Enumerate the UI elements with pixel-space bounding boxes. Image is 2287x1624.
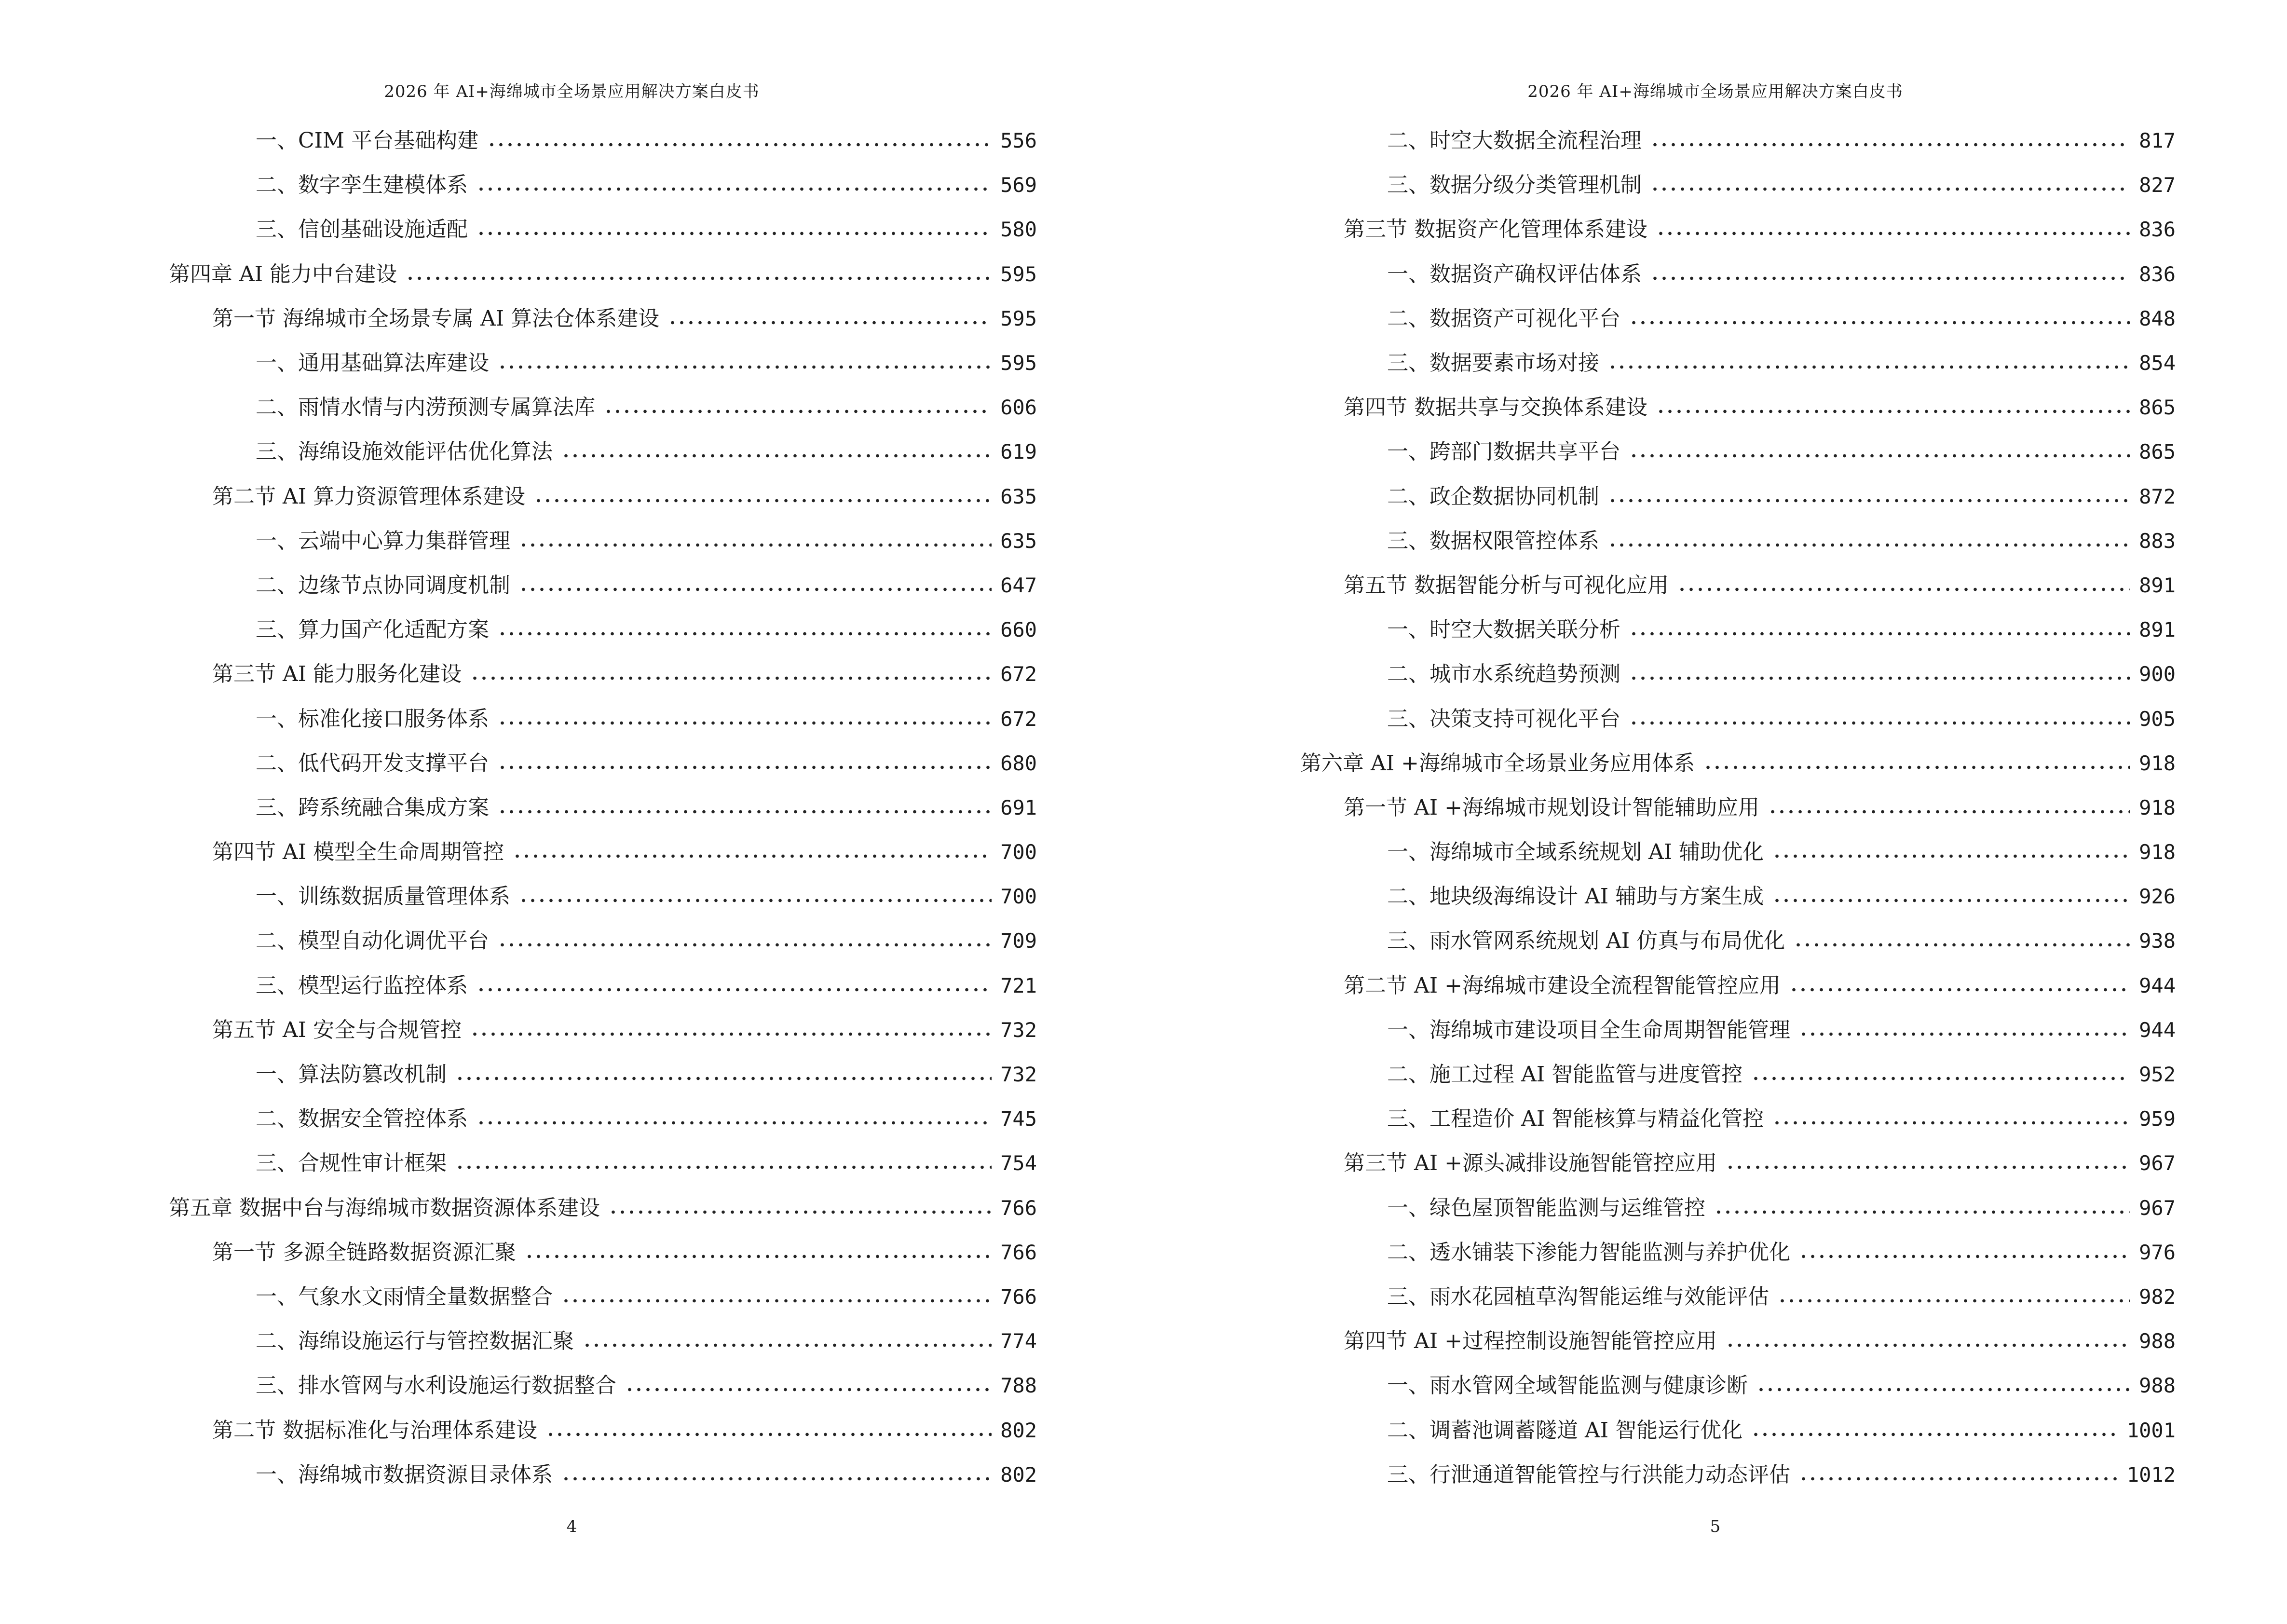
- dot-leader: [513, 854, 992, 859]
- toc-entry-title: 一、气象水文雨情全量数据整合: [256, 1284, 553, 1309]
- toc-entry-page-number: 988: [2139, 1374, 2176, 1398]
- toc-entry-page-number: 865: [2139, 396, 2176, 420]
- toc-entry-title: 一、海绵城市数据资源目录体系: [256, 1462, 553, 1487]
- toc-entry-subsection[interactable]: [169, 163, 1037, 207]
- toc-entry-page-number: 721: [1000, 973, 1037, 997]
- toc-entry-page-number: 788: [1000, 1374, 1037, 1398]
- dot-leader: [1650, 142, 2130, 147]
- toc-entry-subsection[interactable]: [1300, 608, 2176, 652]
- toc-entry-subsection[interactable]: [169, 1097, 1037, 1141]
- toc-entry-title: 三、工程造价 AI 智能核算与精益化管控: [1387, 1106, 1764, 1132]
- toc-entry-title: 一、绿色屋顶智能监测与运维管控: [1387, 1195, 1705, 1220]
- toc-entry-title: 三、信创基础设施适配: [256, 217, 468, 242]
- toc-entry-page-number: 891: [2139, 573, 2176, 597]
- toc-entry-page-number: 952: [2139, 1063, 2176, 1087]
- dot-leader: [625, 1387, 992, 1392]
- toc-entry-page-number: 732: [1000, 1018, 1037, 1042]
- toc-entry-title: 二、雨情水情与内涝预测专属算法库: [256, 395, 595, 420]
- toc-entry-section[interactable]: [169, 1408, 1037, 1452]
- toc-entry-subsection[interactable]: [1300, 830, 2176, 874]
- toc-entry-subsection[interactable]: [1300, 430, 2176, 474]
- dot-leader: [1756, 1387, 2130, 1392]
- toc-entry-subsection[interactable]: [1300, 119, 2176, 163]
- toc-entry-page-number: 854: [2139, 351, 2176, 375]
- toc-entry-subsection[interactable]: [169, 430, 1037, 474]
- toc-entry-page-number: 709: [1000, 929, 1037, 953]
- toc-entry-title: 第五节 AI 安全与合规管控: [212, 1017, 462, 1042]
- toc-entry-subsection[interactable]: [1300, 1052, 2176, 1097]
- dot-leader: [1703, 765, 2130, 770]
- toc-entry-section[interactable]: [169, 1230, 1037, 1275]
- toc-entry-title: 第三节 AI +源头减排设施智能管控应用: [1344, 1151, 1717, 1176]
- toc-entry-subsection[interactable]: [1300, 252, 2176, 297]
- toc-entry-title: 第三节 AI 能力服务化建设: [212, 662, 462, 687]
- toc-entry-chapter[interactable]: [169, 1186, 1037, 1230]
- toc-entry-page-number: 959: [2139, 1107, 2176, 1131]
- toc-entry-page-number: 918: [2139, 840, 2176, 864]
- toc-entry-page-number: 918: [2139, 751, 2176, 775]
- dot-leader: [1629, 453, 2130, 458]
- dot-leader: [498, 631, 992, 636]
- dot-leader: [519, 587, 992, 592]
- toc-entry-section[interactable]: [1300, 1141, 2176, 1186]
- toc-entry-subsection[interactable]: [1300, 1275, 2176, 1319]
- toc-entry-title: 三、合规性审计框架: [256, 1151, 447, 1176]
- toc-entry-page-number: 766: [1000, 1240, 1037, 1264]
- toc-entry-title: 二、调蓄池调蓄隧道 AI 智能运行优化: [1387, 1418, 1743, 1443]
- dot-leader: [519, 543, 992, 547]
- toc-entry-title: 第二节 AI 算力资源管理体系建设: [212, 484, 526, 509]
- toc-entry-title: 第四章 AI 能力中台建设: [169, 261, 397, 287]
- toc-entry-title: 第三节 数据资产化管理体系建设: [1344, 217, 1647, 242]
- dot-leader: [1772, 898, 2130, 903]
- toc-entry-page-number: 865: [2139, 440, 2176, 464]
- dot-leader: [1629, 631, 2130, 636]
- toc-entry-section[interactable]: [1300, 786, 2176, 830]
- toc-entry-page-number: 732: [1000, 1063, 1037, 1087]
- toc-entry-page-number: 680: [1000, 751, 1037, 775]
- toc-entry-subsection[interactable]: [1300, 1097, 2176, 1141]
- toc-entry-subsection[interactable]: [169, 1275, 1037, 1319]
- toc-entry-section[interactable]: [169, 830, 1037, 874]
- toc-entry-section[interactable]: [169, 297, 1037, 341]
- toc-entry-subsection[interactable]: [169, 696, 1037, 741]
- dot-leader: [498, 765, 992, 770]
- dot-leader: [1629, 721, 2130, 725]
- dot-leader: [1629, 320, 2130, 325]
- toc-entry-page-number: 938: [2139, 929, 2176, 953]
- toc-entry-page-number: 635: [1000, 484, 1037, 508]
- toc-entry-subsection[interactable]: [1300, 1230, 2176, 1275]
- toc-entry-subsection[interactable]: [169, 786, 1037, 830]
- dot-leader: [1629, 676, 2130, 681]
- dot-leader: [1794, 942, 2130, 947]
- toc-entry-subsection[interactable]: [1300, 874, 2176, 919]
- toc-entry-section[interactable]: [1300, 1319, 2176, 1364]
- toc-entry-title: 一、跨部门数据共享平台: [1387, 439, 1620, 464]
- toc-entry-page-number: 1001: [2126, 1418, 2176, 1442]
- toc-entry-page-number: 595: [1000, 351, 1037, 375]
- toc-entry-page-number: 700: [1000, 840, 1037, 864]
- toc-entry-title: 三、数据分级分类管理机制: [1387, 173, 1642, 198]
- toc-entry-page-number: 745: [1000, 1107, 1037, 1131]
- toc-entry-title: 第二节 AI +海绵城市建设全流程智能管控应用: [1344, 973, 1781, 998]
- toc-entry-page-number: 635: [1000, 529, 1037, 553]
- toc-entry-page-number: 817: [2139, 129, 2176, 153]
- dot-leader: [1650, 187, 2130, 191]
- toc-entry-page-number: 982: [2139, 1284, 2176, 1309]
- toc-entry-page-number: 754: [1000, 1151, 1037, 1175]
- toc-entry-title: 一、雨水管网全域智能监测与健康诊断: [1387, 1373, 1748, 1398]
- toc-entry-title: 一、训练数据质量管理体系: [256, 884, 510, 909]
- table-of-contents: [1300, 119, 2176, 1497]
- toc-entry-title: 二、城市水系统趋势预测: [1387, 662, 1620, 687]
- toc-entry-page-number: 944: [2139, 973, 2176, 997]
- toc-entry-title: 三、跨系统融合集成方案: [256, 795, 489, 820]
- dot-leader: [476, 231, 992, 236]
- dot-leader: [1726, 1343, 2130, 1348]
- toc-entry-page-number: 595: [1000, 262, 1037, 286]
- running-header: 2026 年 AI+海绵城市全场景应用解决方案白皮书: [384, 82, 760, 101]
- toc-entry-subsection[interactable]: [169, 608, 1037, 652]
- toc-entry-title: 三、数据权限管控体系: [1387, 528, 1599, 553]
- dot-leader: [1608, 543, 2130, 547]
- toc-entry-title: 三、数据要素市场对接: [1387, 351, 1599, 376]
- dot-leader: [1778, 1298, 2130, 1303]
- toc-entry-section[interactable]: [169, 475, 1037, 519]
- dot-leader: [476, 987, 992, 992]
- toc-entry-page-number: 595: [1000, 306, 1037, 330]
- toc-entry-page-number: 802: [1000, 1418, 1037, 1442]
- toc-entry-subsection[interactable]: [1300, 652, 2176, 696]
- toc-entry-subsection[interactable]: [169, 207, 1037, 252]
- dot-leader: [470, 676, 992, 681]
- toc-entry-page-number: 988: [2139, 1329, 2176, 1353]
- toc-entry-page-number: 883: [2139, 529, 2176, 553]
- toc-entry-title: 三、模型运行监控体系: [256, 973, 468, 998]
- toc-entry-subsection[interactable]: [1300, 1408, 2176, 1452]
- toc-entry-subsection[interactable]: [1300, 475, 2176, 519]
- toc-entry-title: 二、边缘节点协同调度机制: [256, 573, 510, 598]
- dot-leader: [406, 276, 992, 281]
- toc-entry-title: 一、CIM 平台基础构建: [256, 128, 479, 153]
- toc-entry-subsection[interactable]: [1300, 163, 2176, 207]
- dot-leader: [534, 498, 992, 503]
- toc-entry-chapter[interactable]: [169, 252, 1037, 297]
- toc-entry-page-number: 967: [2139, 1196, 2176, 1220]
- toc-entry-title: 三、雨水花园植草沟智能运维与效能评估: [1387, 1284, 1769, 1309]
- toc-entry-subsection[interactable]: [169, 119, 1037, 163]
- toc-entry-page-number: 967: [2139, 1151, 2176, 1175]
- toc-entry-subsection[interactable]: [1300, 1008, 2176, 1052]
- toc-entry-subsection[interactable]: [1300, 297, 2176, 341]
- toc-entry-subsection[interactable]: [169, 1052, 1037, 1097]
- toc-entry-subsection[interactable]: [169, 341, 1037, 385]
- toc-entry-title: 二、数字孪生建模体系: [256, 173, 468, 198]
- toc-entry-page-number: 580: [1000, 218, 1037, 242]
- dot-leader: [668, 320, 992, 325]
- dot-leader: [1714, 1210, 2130, 1215]
- toc-page-right: [1144, 0, 2287, 1624]
- toc-entry-title: 第一节 多源全链路数据资源汇聚: [212, 1240, 516, 1265]
- toc-entry-title: 第四节 数据共享与交换体系建设: [1344, 395, 1647, 420]
- toc-entry-page-number: 836: [2139, 218, 2176, 242]
- toc-entry-page-number: 774: [1000, 1329, 1037, 1353]
- toc-entry-title: 二、数据资产可视化平台: [1387, 306, 1620, 331]
- toc-entry-subsection[interactable]: [169, 385, 1037, 430]
- toc-entry-title: 第四节 AI +过程控制设施智能管控应用: [1344, 1329, 1717, 1354]
- toc-entry-subsection[interactable]: [1300, 1364, 2176, 1408]
- toc-entry-subsection[interactable]: [169, 741, 1037, 786]
- toc-entry-title: 一、海绵城市全域系统规划 AI 辅助优化: [1387, 840, 1764, 865]
- dot-leader: [1656, 231, 2130, 236]
- toc-entry-title: 一、算法防篡改机制: [256, 1062, 447, 1087]
- dot-leader: [1789, 987, 2130, 992]
- table-of-contents: [169, 119, 1037, 1497]
- toc-entry-title: 第一节 海绵城市全场景专属 AI 算法仓体系建设: [212, 306, 660, 331]
- toc-entry-page-number: 976: [2139, 1240, 2176, 1264]
- dot-leader: [1799, 1476, 2118, 1481]
- dot-leader: [1768, 809, 2130, 814]
- toc-entry-page-number: 569: [1000, 173, 1037, 197]
- dot-leader: [525, 1254, 992, 1259]
- dot-leader: [498, 942, 992, 947]
- toc-entry-subsection[interactable]: [1300, 696, 2176, 741]
- toc-entry-title: 二、透水铺装下渗能力智能监测与养护优化: [1387, 1240, 1790, 1265]
- dot-leader: [487, 142, 992, 147]
- toc-entry-subsection[interactable]: [169, 519, 1037, 563]
- dot-leader: [476, 1120, 992, 1125]
- toc-entry-page-number: 891: [2139, 618, 2176, 642]
- toc-entry-page-number: 918: [2139, 795, 2176, 819]
- dot-leader: [519, 898, 992, 903]
- toc-entry-section[interactable]: [169, 652, 1037, 696]
- toc-entry-title: 一、数据资产确权评估体系: [1387, 261, 1642, 287]
- toc-entry-subsection[interactable]: [1300, 919, 2176, 963]
- toc-entry-page-number: 926: [2139, 885, 2176, 909]
- dot-leader: [561, 453, 992, 458]
- toc-entry-page-number: 944: [2139, 1018, 2176, 1042]
- dot-leader: [1656, 409, 2130, 414]
- toc-entry-title: 一、通用基础算法库建设: [256, 351, 489, 376]
- toc-entry-page-number: 766: [1000, 1196, 1037, 1220]
- dot-leader: [1772, 1120, 2130, 1125]
- toc-entry-subsection[interactable]: [169, 1319, 1037, 1364]
- toc-entry-page-number: 647: [1000, 573, 1037, 597]
- toc-entry-page-number: 672: [1000, 662, 1037, 686]
- toc-entry-page-number: 827: [2139, 173, 2176, 197]
- toc-entry-title: 第四节 AI 模型全生命周期管控: [212, 840, 504, 865]
- dot-leader: [1608, 365, 2130, 369]
- toc-entry-subsection[interactable]: [169, 1364, 1037, 1408]
- dot-leader: [546, 1432, 992, 1437]
- toc-entry-title: 二、地块级海绵设计 AI 辅助与方案生成: [1387, 884, 1764, 909]
- toc-entry-page-number: 802: [1000, 1462, 1037, 1487]
- toc-entry-subsection[interactable]: [169, 1141, 1037, 1186]
- toc-entry-subsection[interactable]: [169, 1453, 1037, 1497]
- toc-entry-title: 三、雨水管网系统规划 AI 仿真与布局优化: [1387, 928, 1785, 954]
- toc-entry-page-number: 836: [2139, 262, 2176, 286]
- dot-leader: [498, 721, 992, 725]
- dot-leader: [1751, 1432, 2118, 1437]
- running-header: 2026 年 AI+海绵城市全场景应用解决方案白皮书: [1527, 82, 1903, 101]
- toc-entry-title: 三、海绵设施效能评估优化算法: [256, 439, 553, 464]
- dot-leader: [498, 809, 992, 814]
- toc-entry-section[interactable]: [169, 1008, 1037, 1052]
- toc-entry-title: 第五节 数据智能分析与可视化应用: [1344, 573, 1669, 598]
- toc-entry-title: 第六章 AI +海绵城市全场景业务应用体系: [1300, 751, 1695, 776]
- toc-entry-title: 三、算力国产化适配方案: [256, 617, 489, 642]
- toc-entry-title: 第五章 数据中台与海绵城市数据资源体系建设: [169, 1195, 600, 1220]
- dot-leader: [583, 1343, 992, 1348]
- toc-entry-subsection[interactable]: [1300, 1186, 2176, 1230]
- dot-leader: [470, 1032, 992, 1037]
- dot-leader: [561, 1476, 992, 1481]
- toc-entry-title: 第一节 AI +海绵城市规划设计智能辅助应用: [1344, 795, 1759, 820]
- toc-entry-title: 三、排水管网与水利设施运行数据整合: [256, 1373, 616, 1398]
- toc-entry-subsection[interactable]: [1300, 1453, 2176, 1497]
- toc-entry-page-number: 672: [1000, 707, 1037, 731]
- dot-leader: [1726, 1165, 2130, 1170]
- toc-entry-chapter[interactable]: [1300, 741, 2176, 786]
- toc-entry-page-number: 700: [1000, 885, 1037, 909]
- dot-leader: [1751, 1076, 2130, 1081]
- toc-entry-title: 第二节 数据标准化与治理体系建设: [212, 1418, 537, 1443]
- dot-leader: [455, 1165, 992, 1170]
- dot-leader: [498, 365, 992, 369]
- toc-entry-title: 二、海绵设施运行与管控数据汇聚: [256, 1329, 574, 1354]
- toc-entry-page-number: 606: [1000, 396, 1037, 420]
- toc-entry-title: 一、云端中心算力集群管理: [256, 528, 510, 553]
- dot-leader: [1677, 587, 2130, 592]
- toc-entry-title: 三、行泄通道智能管控与行洪能力动态评估: [1387, 1462, 1790, 1487]
- toc-entry-page-number: 619: [1000, 440, 1037, 464]
- toc-entry-title: 二、政企数据协同机制: [1387, 484, 1599, 509]
- toc-entry-page-number: 660: [1000, 618, 1037, 642]
- toc-entry-section[interactable]: [1300, 385, 2176, 430]
- dot-leader: [561, 1298, 992, 1303]
- toc-entry-subsection[interactable]: [169, 563, 1037, 608]
- toc-entry-page-number: 872: [2139, 484, 2176, 508]
- dot-leader: [604, 409, 992, 414]
- toc-entry-title: 二、数据安全管控体系: [256, 1106, 468, 1132]
- page-number: 5: [1710, 1517, 1721, 1536]
- toc-entry-page-number: 1012: [2126, 1462, 2176, 1487]
- toc-entry-section[interactable]: [1300, 563, 2176, 608]
- dot-leader: [1799, 1254, 2130, 1259]
- page-number: 4: [566, 1517, 577, 1536]
- dot-leader: [1799, 1032, 2130, 1037]
- toc-entry-page-number: 900: [2139, 662, 2176, 686]
- dot-leader: [455, 1076, 992, 1081]
- toc-entry-page-number: 766: [1000, 1284, 1037, 1309]
- toc-entry-subsection[interactable]: [169, 874, 1037, 919]
- toc-entry-page-number: 691: [1000, 795, 1037, 819]
- toc-entry-title: 二、低代码开发支撑平台: [256, 751, 489, 776]
- toc-entry-title: 一、标准化接口服务体系: [256, 706, 489, 731]
- dot-leader: [1650, 276, 2130, 281]
- toc-entry-page-number: 848: [2139, 306, 2176, 330]
- toc-entry-title: 二、模型自动化调优平台: [256, 928, 489, 954]
- toc-entry-section[interactable]: [1300, 964, 2176, 1008]
- toc-entry-page-number: 905: [2139, 707, 2176, 731]
- toc-entry-title: 三、决策支持可视化平台: [1387, 706, 1620, 731]
- toc-entry-section[interactable]: [1300, 207, 2176, 252]
- toc-entry-subsection[interactable]: [169, 919, 1037, 963]
- toc-entry-subsection[interactable]: [169, 964, 1037, 1008]
- toc-entry-title: 二、时空大数据全流程治理: [1387, 128, 1642, 153]
- toc-entry-title: 一、时空大数据关联分析: [1387, 617, 1620, 642]
- toc-entry-subsection[interactable]: [1300, 519, 2176, 563]
- toc-entry-title: 二、施工过程 AI 智能监管与进度管控: [1387, 1062, 1743, 1087]
- dot-leader: [609, 1210, 992, 1215]
- toc-entry-page-number: 556: [1000, 129, 1037, 153]
- dot-leader: [1608, 498, 2130, 503]
- toc-entry-subsection[interactable]: [1300, 341, 2176, 385]
- toc-entry-title: 一、海绵城市建设项目全生命周期智能管理: [1387, 1017, 1790, 1042]
- dot-leader: [1772, 854, 2130, 859]
- dot-leader: [476, 187, 992, 191]
